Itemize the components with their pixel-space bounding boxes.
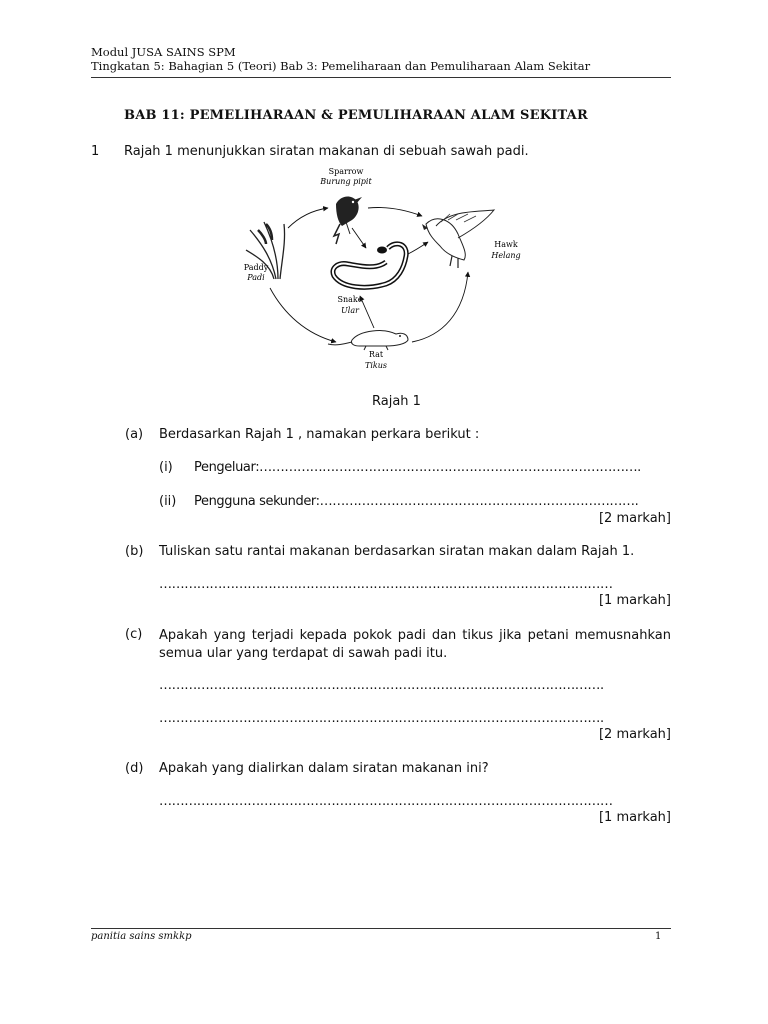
sparrow-label-en: Sparrow — [328, 167, 364, 176]
part-a-label: (a) — [125, 427, 144, 442]
arrow-rat-to-hawk — [412, 272, 468, 342]
hawk-label-ms: Helang — [491, 251, 521, 260]
question-intro: Rajah 1 menunjukkan siratan makanan di sebuah sawah padi. — [124, 144, 529, 159]
part-a-ii-answer-line[interactable]: Pengguna sekunder:…………………………………………………………………. — [194, 494, 639, 509]
part-c-label: (c) — [125, 627, 143, 642]
footer-divider — [91, 928, 671, 929]
part-a-marks: [2 markah] — [598, 511, 671, 526]
part-d-marks: [1 markah] — [598, 810, 671, 825]
hawk-label-en: Hawk — [494, 240, 518, 249]
rat-label-ms: Tikus — [365, 361, 387, 370]
paddy-label-en: Paddy — [243, 263, 269, 272]
arrow-snake-to-hawk — [408, 242, 428, 254]
hawk-illustration — [422, 210, 494, 268]
snake-illustration — [333, 244, 406, 287]
header-chapter-subtitle: Tingkatan 5: Bahagian 5 (Teori) Bab 3: Pemeliharaan dan Pemuliharaan Alam Sekitar — [91, 59, 591, 73]
rat-illustration — [328, 331, 408, 350]
paddy-label-ms: Padi — [247, 273, 265, 282]
question-number: 1 — [91, 144, 100, 159]
footer-credit: panitia sains smkkp — [91, 931, 192, 942]
part-b-marks: [1 markah] — [598, 593, 671, 608]
part-b-question: Tuliskan satu rantai makanan berdasarkan siratan makan dalam Rajah 1. — [159, 544, 635, 559]
sparrow-label-ms: Burung pipit — [320, 177, 372, 186]
part-a-i-answer-line[interactable]: Pengeluar:………………………………………………………………………………. — [194, 460, 641, 475]
part-d-label: (d) — [125, 761, 144, 776]
part-c-marks: [2 markah] — [598, 727, 671, 742]
part-a-i-label: (i) — [159, 460, 173, 475]
arrow-sparrow-to-snake — [352, 228, 366, 248]
arrow-paddy-to-rat — [270, 288, 336, 342]
header-module-title: Modul JUSA SAINS SPM — [91, 45, 236, 59]
diagram-caption: Rajah 1 — [372, 394, 421, 409]
part-b-label: (b) — [125, 544, 144, 559]
arrow-rat-to-snake — [360, 296, 374, 328]
chapter-title: BAB 11: PEMELIHARAAN & PEMULIHARAAN ALAM SEKITAR — [124, 108, 588, 123]
part-d-answer-line[interactable]: ……………………………………………………………………………………………… — [159, 794, 613, 809]
rat-label-en: Rat — [368, 350, 384, 359]
part-a-question: Berdasarkan Rajah 1 , namakan perkara berikut : — [159, 427, 480, 442]
part-d-question: Apakah yang dialirkan dalam siratan makanan ini? — [159, 761, 489, 776]
page-number: 1 — [655, 931, 662, 942]
part-c-answer-line-1[interactable]: ……………………………………………………………………………………………. — [159, 678, 604, 693]
arrow-sparrow-to-hawk — [368, 207, 422, 216]
part-b-answer-line[interactable]: ……………………………………………………………………………………………… — [159, 577, 613, 592]
part-a-ii-label: (ii) — [159, 494, 177, 509]
part-c-answer-line-2[interactable]: ……………………………………………………………………………………………. — [159, 711, 604, 726]
snake-label-en: Snake — [337, 295, 363, 304]
arrow-paddy-to-sparrow — [288, 208, 328, 228]
part-c-question: Apakah yang terjadi kepada pokok padi dan tikus jika petani memusnahkan semua ular yang terdapat di sawah padi itu. — [159, 628, 671, 661]
snake-label-ms: Ular — [341, 306, 359, 315]
header-divider — [91, 77, 671, 78]
food-web-diagram — [236, 164, 536, 376]
